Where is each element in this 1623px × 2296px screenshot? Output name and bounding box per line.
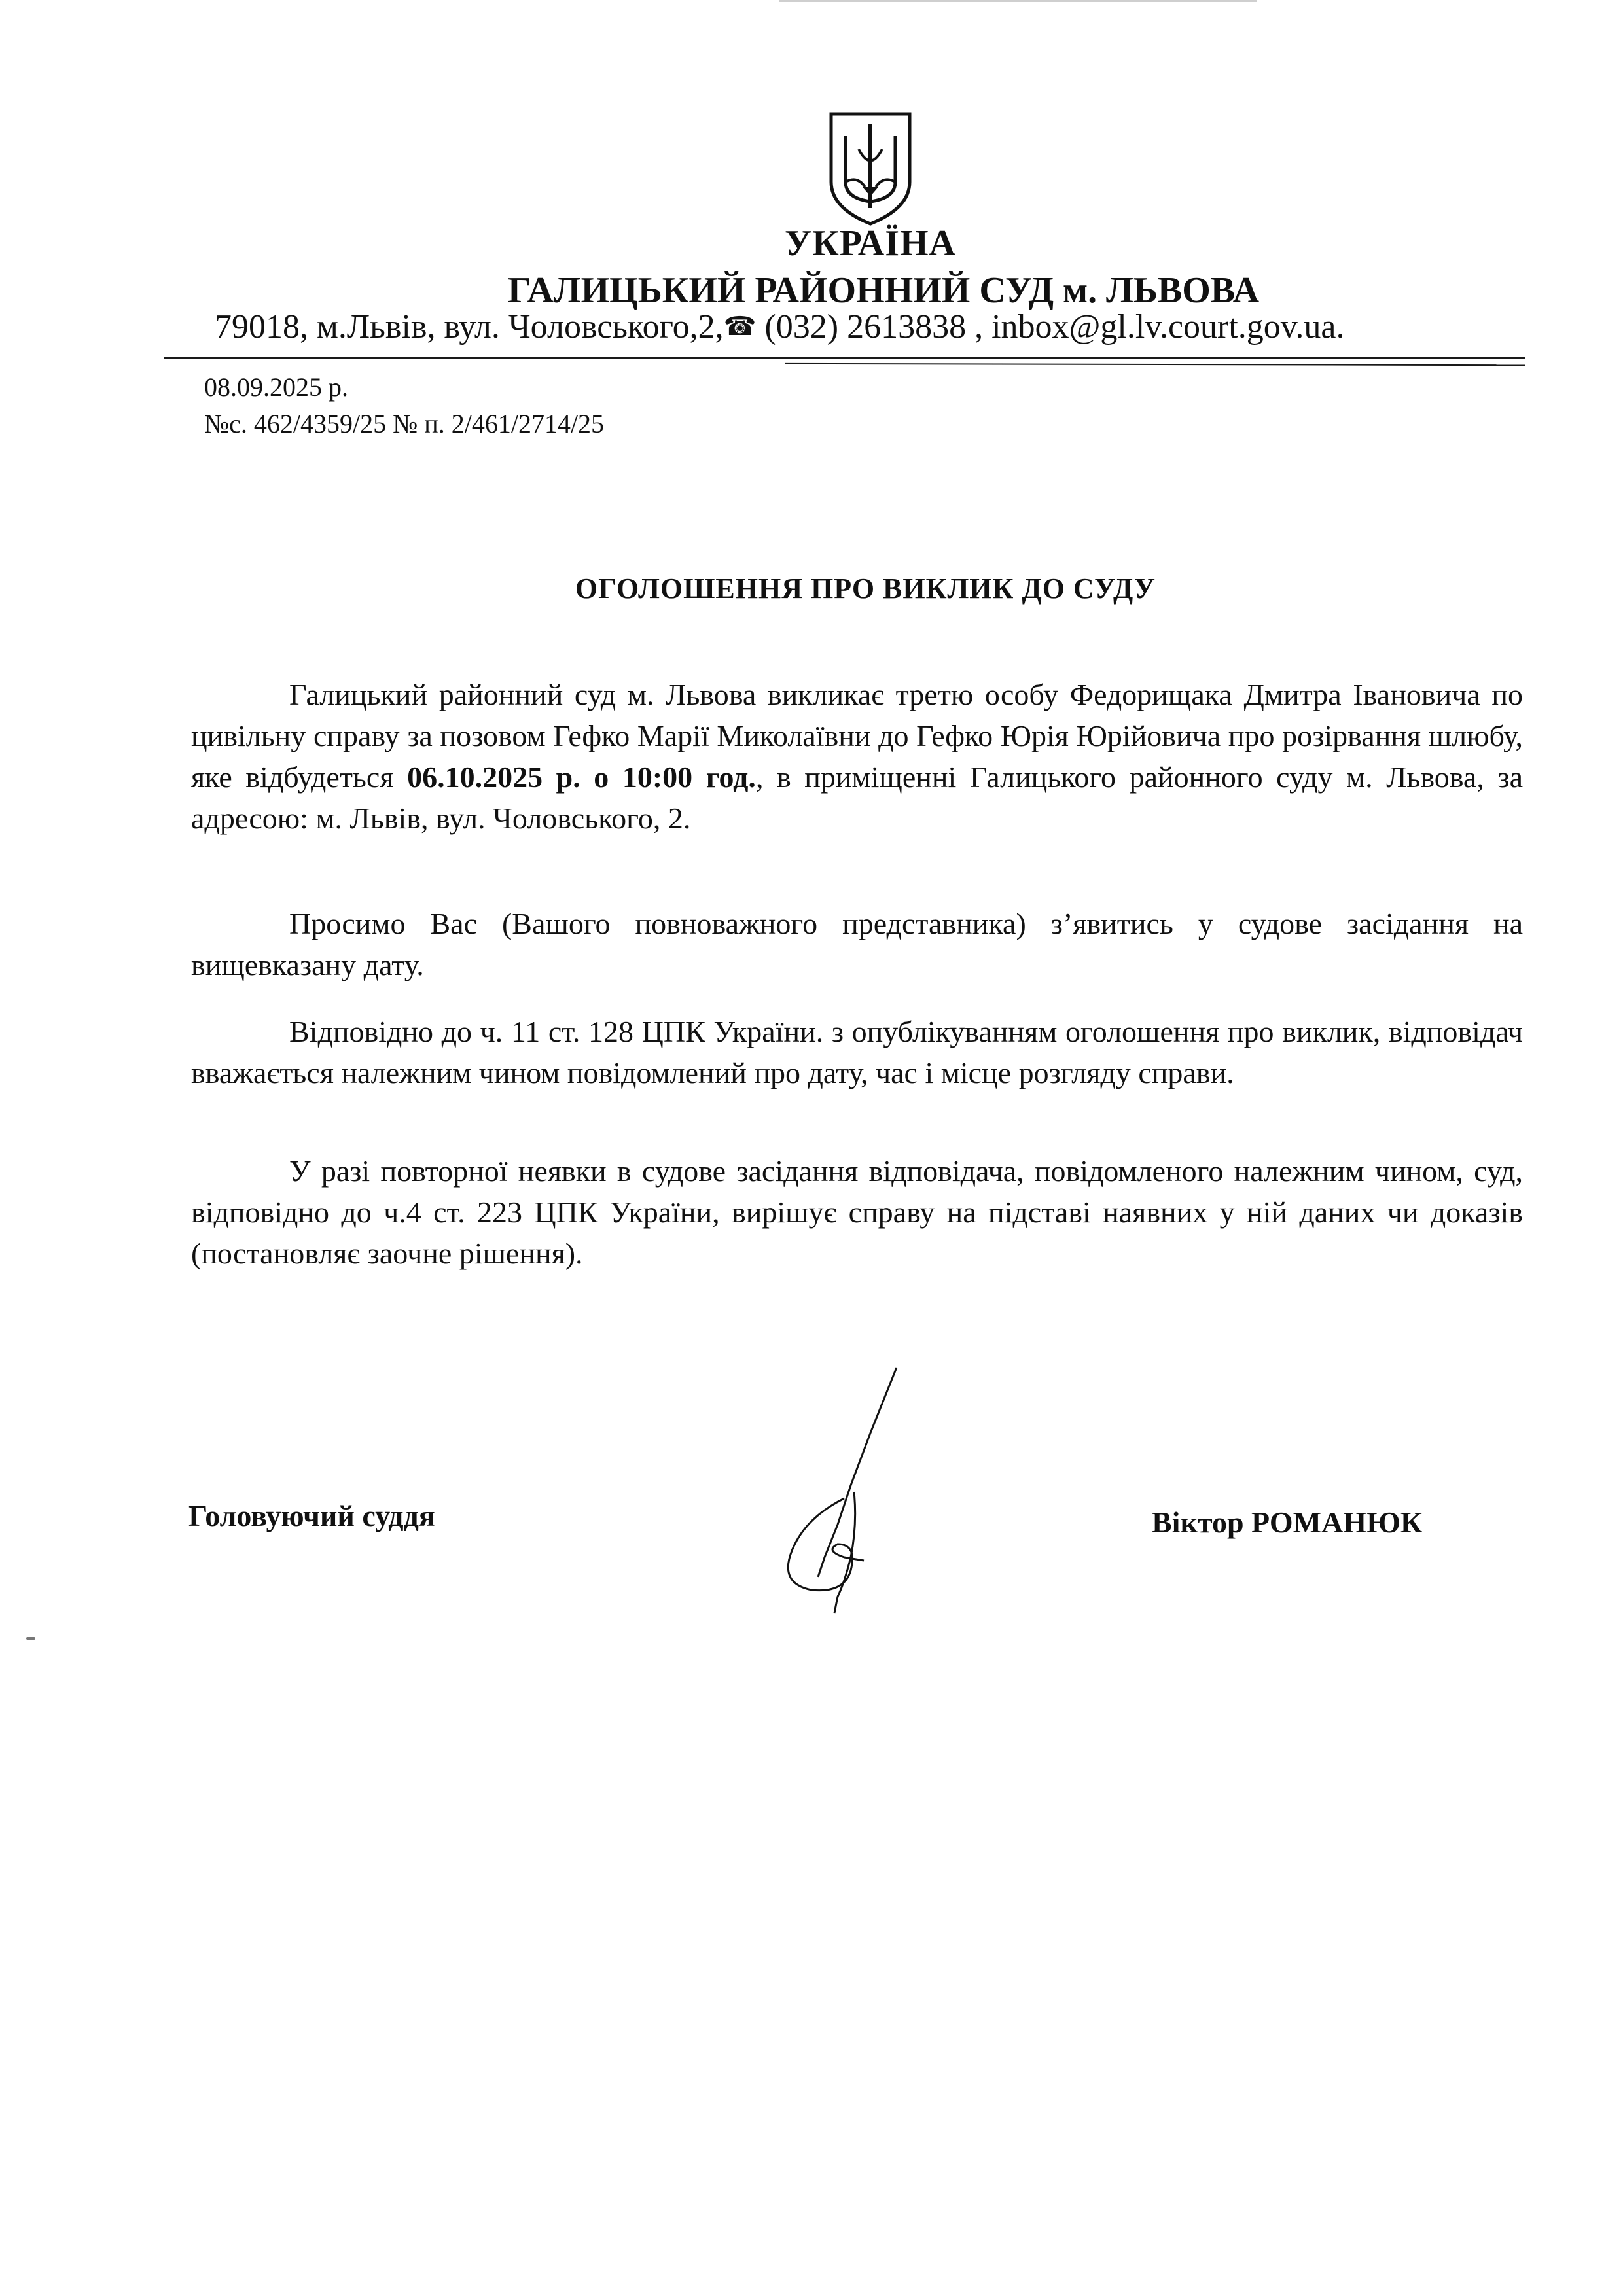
address-prefix: 79018, м.Львів, вул. Чоловського,2, (215, 308, 724, 345)
notice-text: Відповідно до ч. 11 ст. 128 ЦПК України. з опублікуванням оголошення про виклик, відповідач вважається належним чином повідомлений про дату, час і місце розгляду справи. (191, 1015, 1523, 1089)
hearing-datetime: 06.10.2025 р. о 10:00 год. (407, 760, 756, 794)
address-contacts: (032) 2613838 , inbox@gl.lv.court.gov.ua. (756, 308, 1345, 345)
telephone-icon: ☎ (723, 311, 757, 341)
default-judgment-text: У разі повторної неявки в судове засідання відповідача, повідомленого належним чином, суд, відповідно до ч.4 ст. 223 ЦПК України, вирішує справу на підставі наявних у ній даних чи доказів (постановляє заочне рішення). (191, 1154, 1523, 1270)
signer-name: Віктор РОМАНЮК (1152, 1506, 1423, 1539)
paragraph-request (191, 903, 1523, 985)
letter-date: 08.09.2025 р. (204, 372, 348, 402)
case-number: №с. 462/4359/25 № п. 2/461/2714/25 (204, 409, 605, 438)
signer-title: Головуючий суддя (188, 1499, 435, 1532)
header-divider (164, 357, 1525, 359)
paragraph-default-judgment (191, 1150, 1523, 1274)
paragraph-notice (191, 1011, 1523, 1093)
scan-edge-mark (779, 0, 1257, 2)
summons-text-end: , в приміщенні Галицького районного суду м. Львова, за адресою: м. Львів, вул. Чоловського, 2. (191, 760, 1523, 835)
country-heading: УКРАЇНА (785, 223, 956, 264)
trident-emblem-icon (825, 110, 916, 228)
handwritten-signature (746, 1361, 942, 1623)
scan-speck (26, 1637, 35, 1640)
court-address (215, 308, 1345, 346)
document-title: ОГОЛОШЕННЯ ПРО ВИКЛИК ДО СУДУ (575, 573, 1156, 605)
paragraph-summons (191, 674, 1523, 839)
summons-text-start: Галицький районний суд м. Львова викликає третю особу Федорищака Дмитра Івановича по цивільну справу за позовом Гефко Марії Миколаївни до Гефко Юрія Юрійовича про розірвання шлюбу, яке відбудеться (191, 678, 1523, 794)
court-name-heading: ГАЛИЦЬКИЙ РАЙОННИЙ СУД м. ЛЬВОВА (507, 270, 1260, 311)
request-text: Просимо Вас (Вашого повноважного представника) з’явитись у судове засідання на вищевказану дату. (191, 907, 1523, 981)
header-divider-secondary (785, 363, 1525, 366)
